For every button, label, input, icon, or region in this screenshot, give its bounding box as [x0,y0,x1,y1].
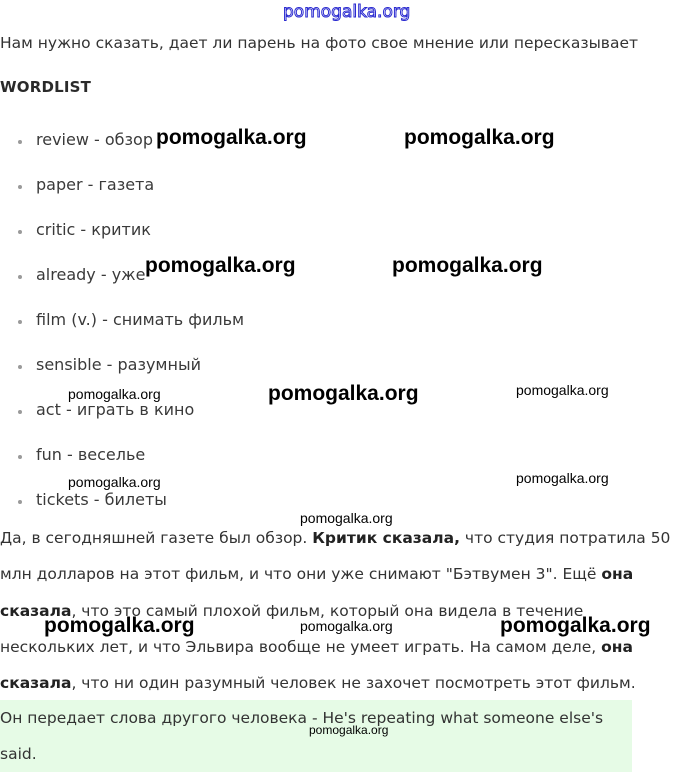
list-item: review - обзор [36,130,153,149]
list-item: sensible - разумный [36,355,201,374]
watermark: pomogalka.org [156,126,307,149]
watermark: pomogalka.org [404,126,555,149]
watermark: pomogalka.org [300,510,393,526]
bold-phrase: она сказала [0,565,634,620]
watermark: pomogalka.org [68,386,161,402]
watermark: pomogalka.org [309,723,389,737]
watermark: pomogalka.org [516,382,609,398]
text-run: , что ни один разумный человек не захочет посмотреть этот фильм. [71,674,636,693]
watermark: pomogalka.org [392,254,543,277]
list-item: fun - веселье [36,445,146,464]
watermark: pomogalka.org [44,614,195,637]
list-item: critic - критик [36,220,151,239]
bold-phrase: она сказала [0,637,633,693]
text-run: Да, в сегодняшней газете был обзор. [0,529,313,547]
watermark: pomogalka.org [300,618,393,634]
list-item: act - играть в кино [36,400,195,419]
list-item: already - уже [36,265,146,284]
text-run: что студия потратила 50 млн долларов на этот фильм, и что они уже снимают "Бэтвумен 3". Ещё [0,529,671,584]
watermark-top: pomogalka.org [283,2,411,22]
intro-text: Нам нужно сказать, дает ли парень на фото свое мнение или пересказывает [0,34,639,52]
text-run: , что это самый плохой фильм, который она видела в течение нескольких лет, и что Эльвира вообще не умеет играть. На самом деле, [0,601,602,656]
answer-highlight: Он передает слова другого человека - He's repeating what someone else's said. [0,700,632,772]
list-item: tickets - билеты [36,490,167,509]
story-paragraph [0,520,676,701]
bold-phrase: Критик сказала, [312,529,460,547]
watermark: pomogalka.org [68,474,161,490]
list-item: paper - газета [36,175,155,194]
watermark: pomogalka.org [500,614,651,637]
watermark: pomogalka.org [145,254,296,277]
watermark: pomogalka.org [268,382,419,405]
list-item: film (v.) - снимать фильм [36,310,245,329]
watermark: pomogalka.org [516,470,609,486]
wordlist-heading: WORDLIST [0,78,92,96]
